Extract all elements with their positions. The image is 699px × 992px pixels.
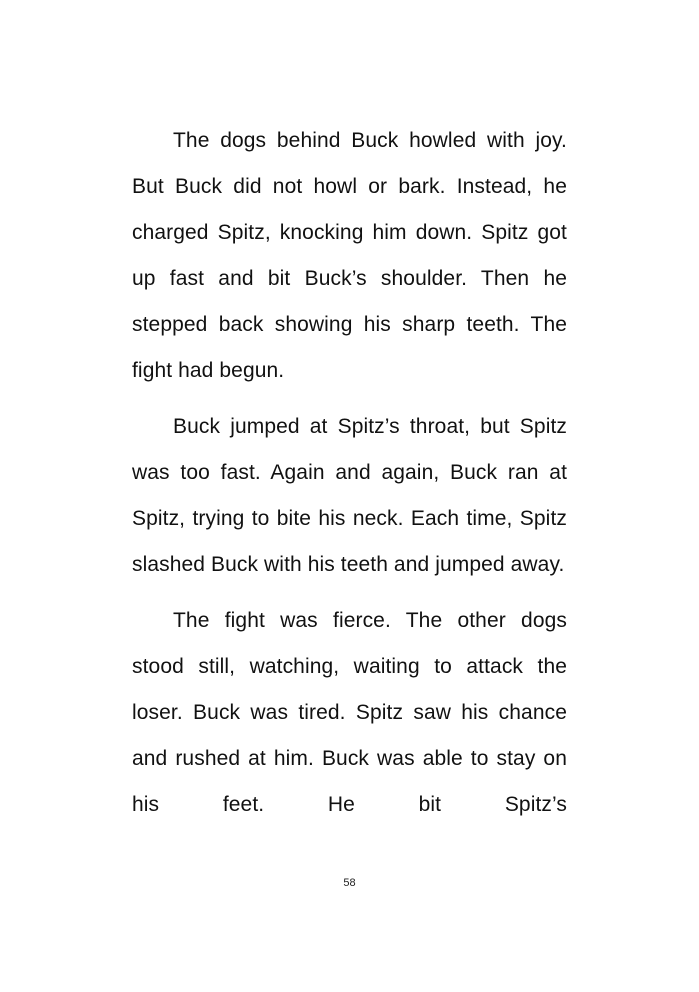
paragraph-3: The fight was fierce. The other dogs stood still, watching, waiting to attack the loser. Buck was tired. Spitz saw his chance and rushed at him. Buck was able to stay on his feet. He bit Spitz’s	[132, 609, 567, 816]
page-number: 58	[343, 877, 356, 889]
paragraph-1: The dogs behind Buck howled with joy. But Buck did not howl or bark. Instead, he charged Spitz, knocking him down. Spitz got up fast and bit Buck’s shoulder. Then he stepped back showing his sharp teeth. The fight had begun.	[132, 129, 567, 382]
body-text	[132, 118, 567, 838]
paragraph-2: Buck jumped at Spitz’s throat, but Spitz was too fast. Again and again, Buck ran at Spitz, trying to bite his neck. Each time, Spitz slashed Buck with his teeth and jumped away.	[132, 415, 567, 576]
